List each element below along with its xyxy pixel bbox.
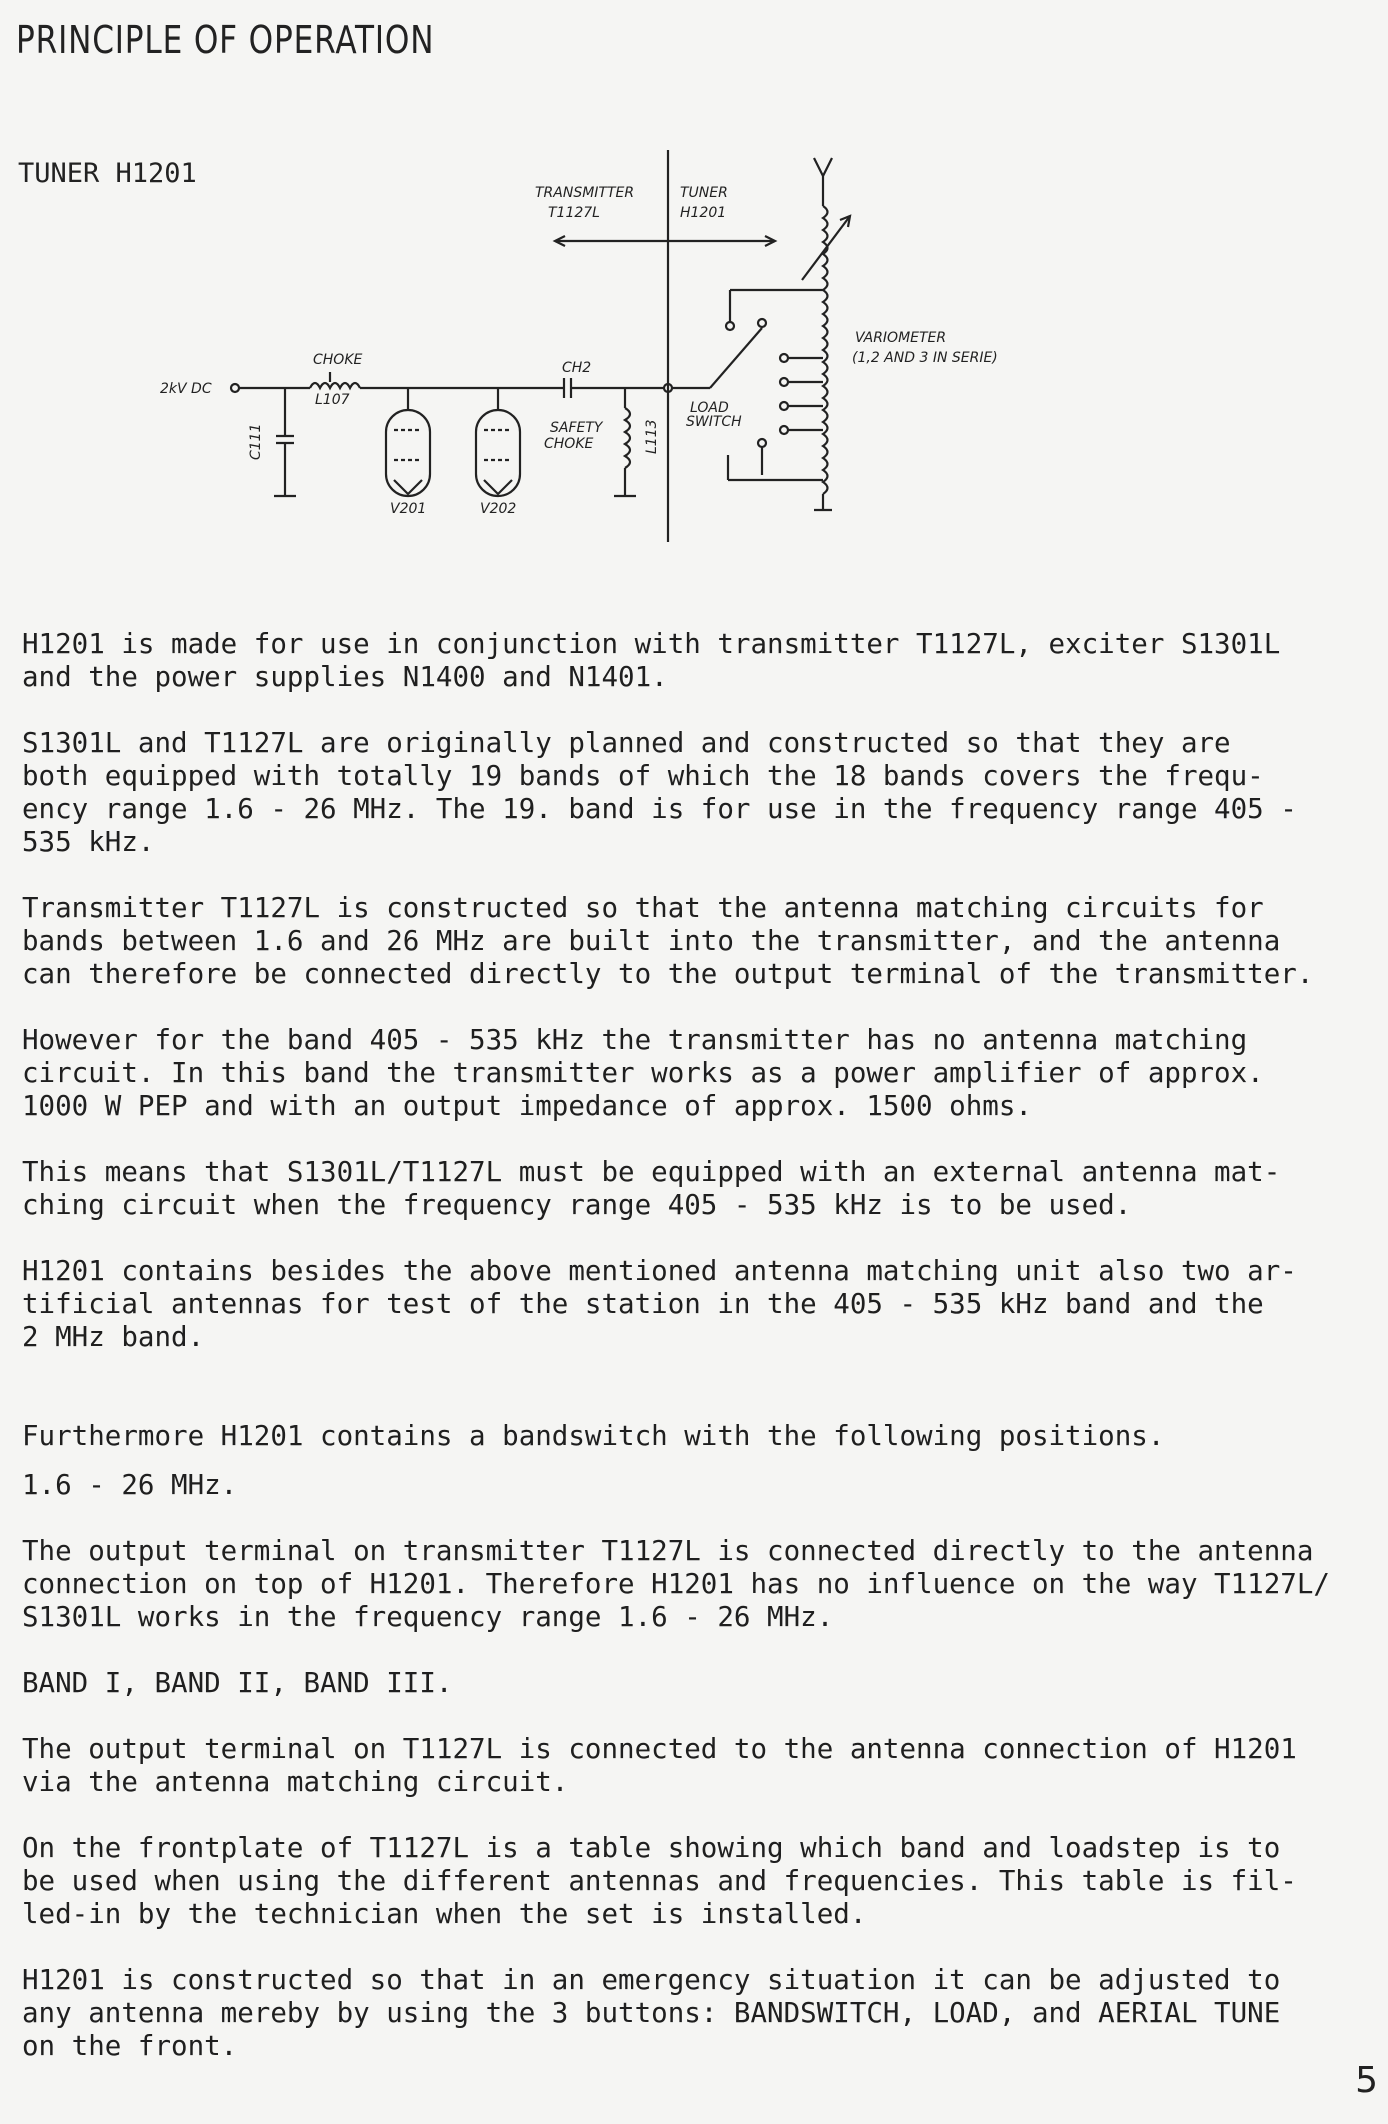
paragraph: The output terminal on T1127L is connected to the antenna connection of H1201 via the antenna matching circuit.: [22, 1733, 1297, 1798]
paragraph: H1201 contains besides the above mentioned antenna matching unit also two ar- tificial antennas for test of the station in the 405 - 535 kHz band and the 2 MHz band.: [22, 1255, 1297, 1353]
load-switch-arm: [710, 328, 762, 388]
label-safety-choke-2: CHOKE: [544, 436, 594, 452]
paragraph: On the frontplate of T1127L is a table showing which band and loadstep is to be used when using the different antennas and frequencies. This table is fil- led-in by the technician when the set is installed.: [22, 1832, 1297, 1930]
paragraph: This means that S1301L/T1127L must be equipped with an external antenna mat- ching circuit when the frequency range 405 - 535 kHz is to be used.: [22, 1156, 1281, 1221]
tube-v202: [476, 410, 520, 496]
page-number: 5: [1355, 2060, 1378, 2101]
label-variometer-1: VARIOMETER: [855, 330, 947, 346]
label-load-switch-2: SWITCH: [686, 414, 742, 430]
label-tuner-model: H1201: [680, 205, 727, 221]
label-tube-v201: V201: [390, 501, 427, 517]
label-transmitter-model: T1127L: [548, 205, 600, 221]
section-heading: TUNER H1201: [18, 158, 197, 189]
label-tuner: TUNER: [680, 185, 728, 201]
paragraph: Transmitter T1127L is constructed so that the antenna matching circuits for bands between 1.6 and 26 MHz are built into the transmitter, and the antenna can therefore be connected directly to the output terminal of the transmitter.: [22, 892, 1314, 990]
antenna-symbol: [814, 158, 832, 206]
label-variometer-2: (1,2 AND 3 IN SERIE): [852, 350, 998, 366]
paragraph: H1201 is constructed so that in an emergency situation it can be adjusted to any antenna mereby by using the 3 buttons: BANDSWITCH, LOAD, and AERIAL TUNE on the front.: [22, 1964, 1281, 2062]
label-choke-ref: L107: [315, 392, 350, 408]
paragraph: However for the band 405 - 535 kHz the transmitter has no antenna matching circuit. In this band the transmitter works as a power amplifier of approx. 1000 W PEP and with an output impedance of approx. 1500 ohms.: [22, 1024, 1264, 1122]
body-text: [22, 628, 1342, 2096]
paragraph: BAND I, BAND II, BAND III.: [22, 1667, 453, 1699]
label-choke: CHOKE: [313, 352, 363, 368]
choke-l107: [310, 383, 360, 388]
label-tube-v202: V202: [480, 501, 517, 517]
safety-choke-l113: [625, 408, 630, 468]
label-supply: 2kV DC: [160, 381, 212, 397]
supply-terminal: [231, 384, 239, 392]
paragraph: The output terminal on transmitter T1127L is connected directly to the antenna connection on top of H1201. Therefore H1201 has no influence on the way T1127L/ S1301L works in the frequency range 1.6 - 26 MHz.: [22, 1535, 1330, 1633]
page-title: PRINCIPLE OF OPERATION: [16, 18, 435, 62]
label-safety-choke-ref: L113: [644, 419, 660, 454]
paragraph: S1301L and T1127L are originally planned and constructed so that they are both equipped with totally 19 bands of which the 18 bands covers the frequ- ency range 1.6 - 26 MHz. The 19. band is for use in the frequency range 405 - 535 kHz.: [22, 727, 1297, 858]
paragraph: Furthermore H1201 contains a bandswitch with the following positions.: [22, 1420, 1165, 1452]
tuner-schematic-diagram: [150, 150, 1050, 550]
label-transmitter: TRANSMITTER: [535, 185, 635, 201]
label-capacitor: C111: [248, 423, 264, 460]
paragraph: H1201 is made for use in conjunction with transmitter T1127L, exciter S1301L and the power supplies N1400 and N1401.: [22, 628, 1281, 693]
label-load-switch-1: LOAD: [690, 400, 729, 416]
paragraph: 1.6 - 26 MHz.: [22, 1469, 238, 1501]
label-ch2: CH2: [562, 360, 592, 376]
tube-v201: [386, 410, 430, 496]
label-safety-choke-1: SAFETY: [550, 420, 603, 436]
